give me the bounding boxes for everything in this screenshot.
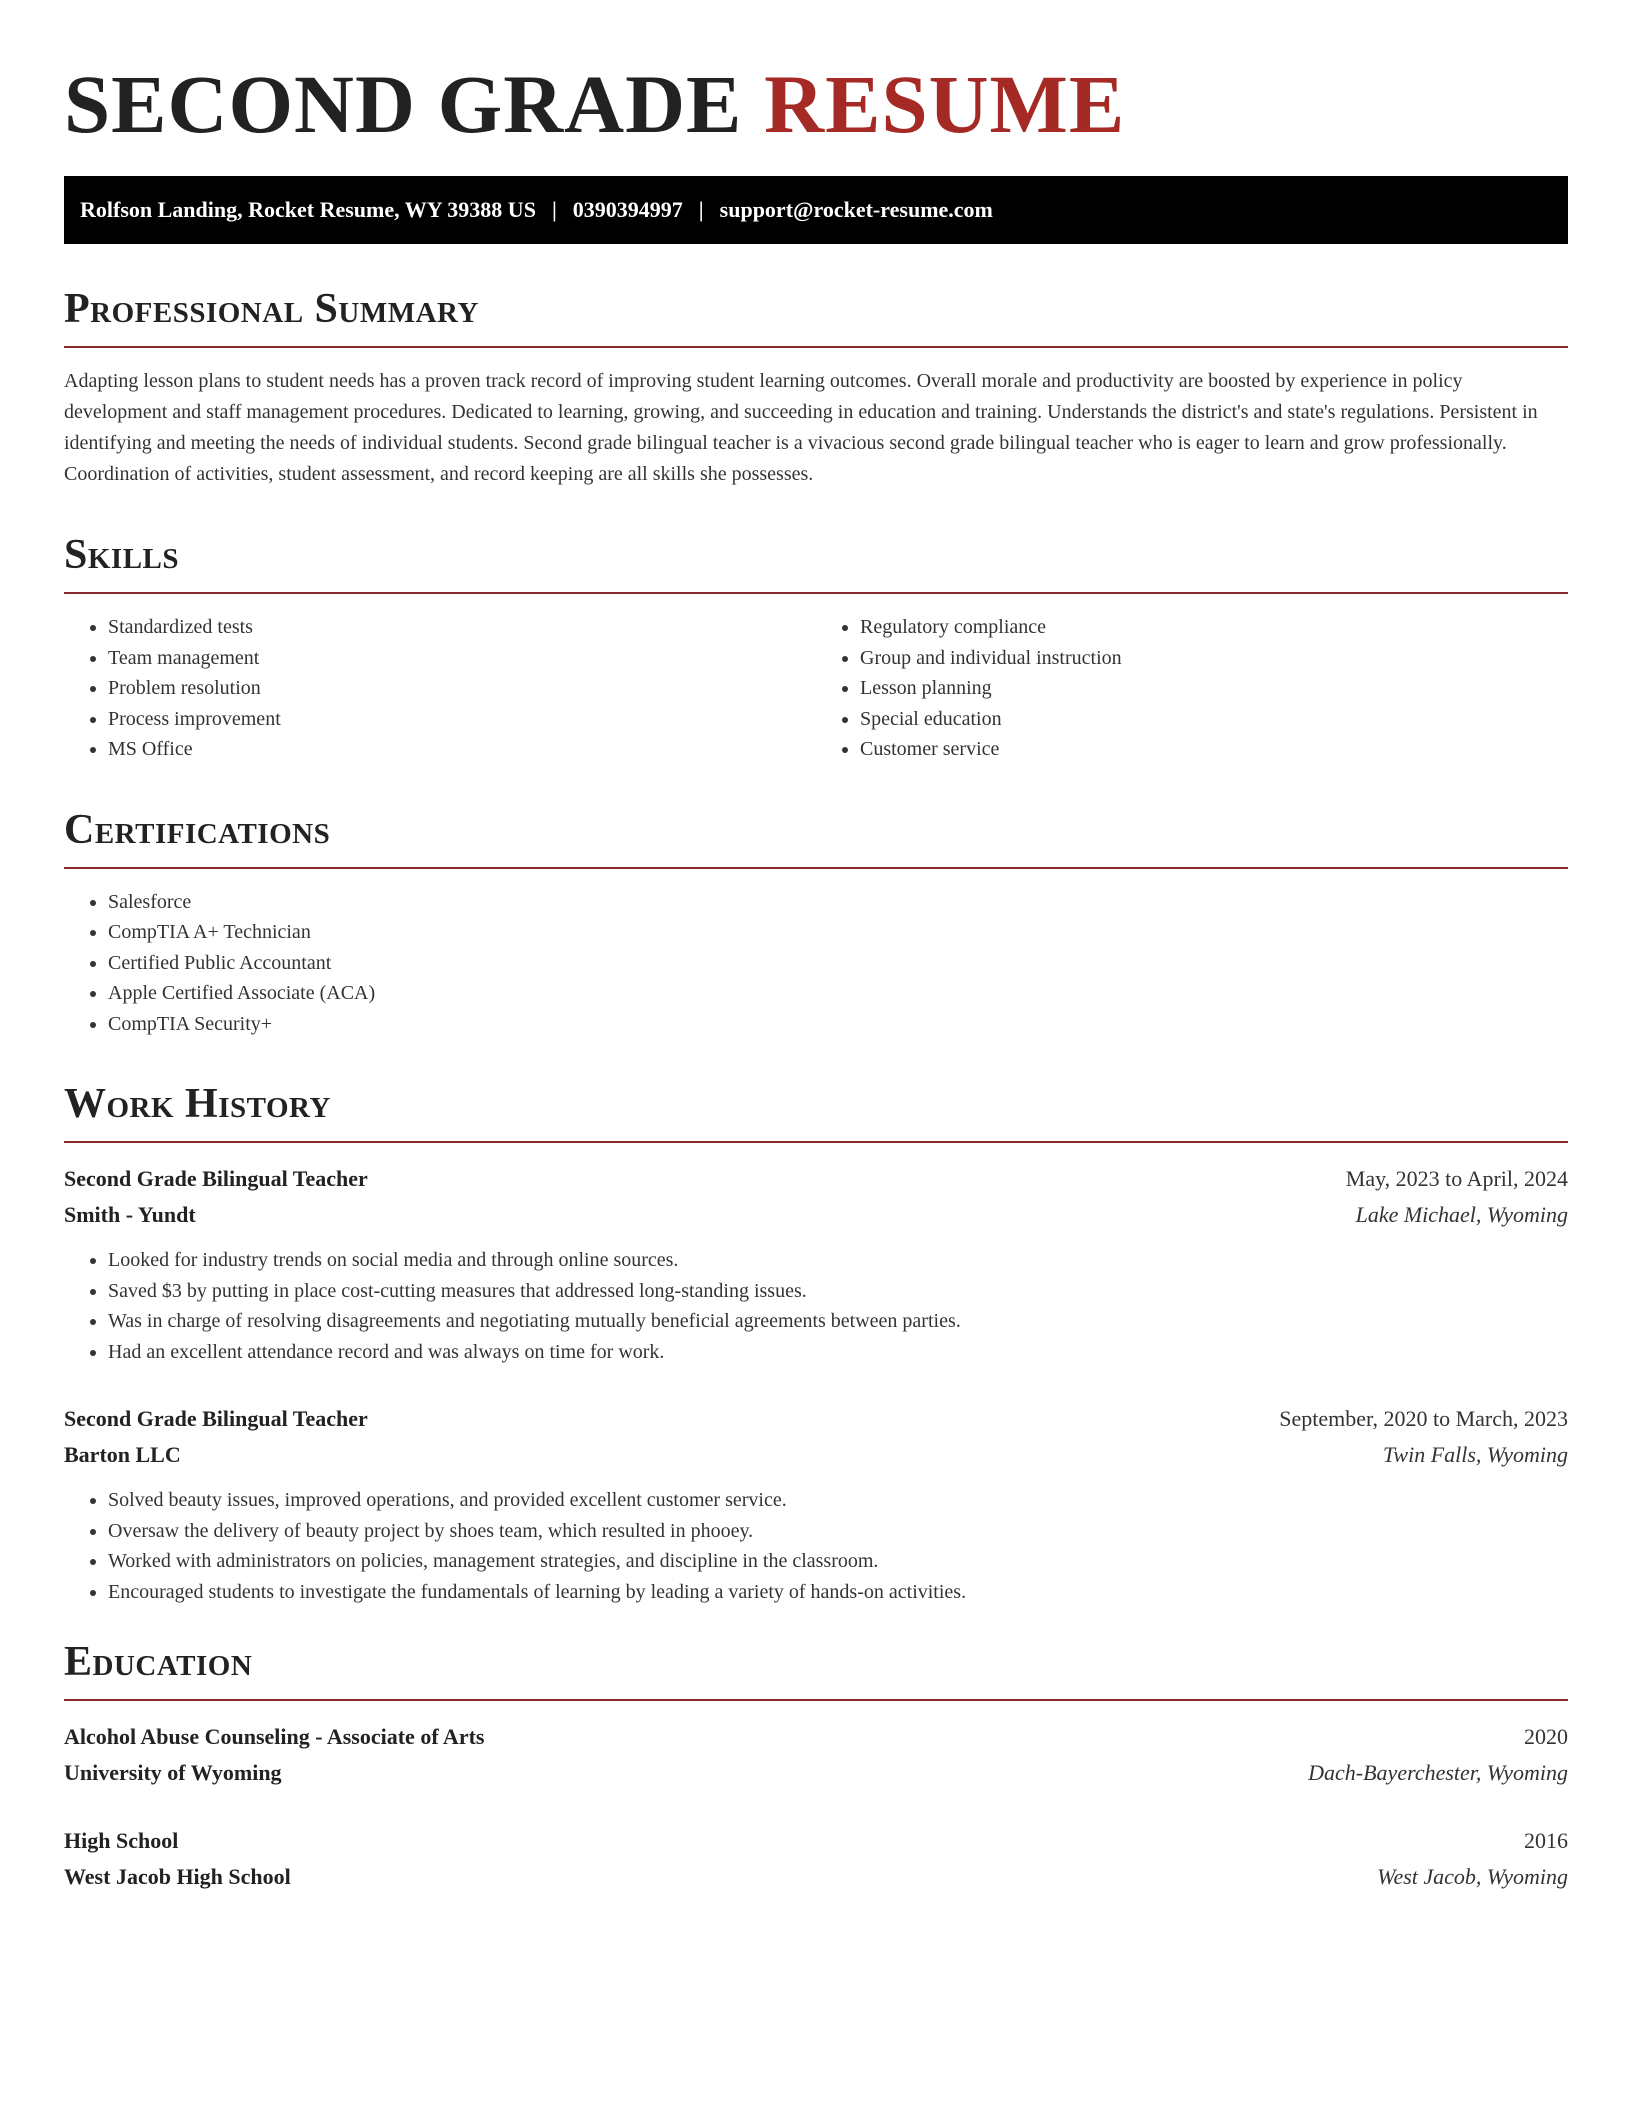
contact-email: support@rocket-resume.com bbox=[719, 197, 993, 222]
section-heading-education: Education bbox=[64, 1639, 253, 1685]
summary-section bbox=[64, 288, 1568, 490]
section-divider bbox=[64, 346, 1568, 348]
job-dates: September, 2020 to March, 2023 bbox=[1279, 1406, 1568, 1431]
job-entry bbox=[64, 1161, 1568, 1367]
job-bullet: • Saved $3 by putting in place cost-cutting measures that addressed long-standing issues. bbox=[108, 1276, 1568, 1307]
section-divider bbox=[64, 592, 1568, 594]
section-divider bbox=[64, 1141, 1568, 1143]
certifications-list bbox=[64, 887, 1568, 1040]
job-bullet: • Oversaw the delivery of beauty project by shoes team, which resulted in phooey. bbox=[108, 1516, 1568, 1547]
job-bullet: • Solved beauty issues, improved operations, and provided excellent customer service. bbox=[108, 1485, 1568, 1516]
job-location: Lake Michael, Wyoming bbox=[1355, 1202, 1568, 1227]
skill-item: • Customer service bbox=[860, 734, 1568, 765]
job-entry bbox=[64, 1401, 1568, 1607]
job-bullet: • Had an excellent attendance record and was always on time for work. bbox=[108, 1337, 1568, 1368]
section-heading-work: Work History bbox=[64, 1081, 331, 1127]
skills-section bbox=[64, 534, 1568, 765]
job-company-row bbox=[64, 1437, 1568, 1473]
job-title: Second Grade Bilingual Teacher bbox=[64, 1166, 368, 1191]
education-entry bbox=[64, 1719, 1568, 1791]
education-location: West Jacob, Wyoming bbox=[1377, 1864, 1568, 1889]
education-school: University of Wyoming bbox=[64, 1760, 282, 1785]
skills-columns bbox=[64, 612, 1568, 765]
skills-list-right bbox=[816, 612, 1568, 765]
skill-item: • Process improvement bbox=[108, 704, 816, 735]
contact-separator: | bbox=[551, 197, 557, 222]
skill-item: • Problem resolution bbox=[108, 673, 816, 704]
section-divider bbox=[64, 867, 1568, 869]
education-degree: Alcohol Abuse Counseling - Associate of Arts bbox=[64, 1724, 485, 1749]
job-header-row bbox=[64, 1401, 1568, 1437]
certification-item: • CompTIA A+ Technician bbox=[108, 917, 1568, 948]
education-entry bbox=[64, 1823, 1568, 1895]
skill-item: • Team management bbox=[108, 643, 816, 674]
education-header-row bbox=[64, 1719, 1568, 1755]
job-bullet: • Encouraged students to investigate the fundamentals of learning by leading a variety of hands-on activities. bbox=[108, 1577, 1568, 1608]
job-location: Twin Falls, Wyoming bbox=[1382, 1442, 1568, 1467]
education-school-row bbox=[64, 1755, 1568, 1791]
job-bullet: • Worked with administrators on policies, management strategies, and discipline in the classroom. bbox=[108, 1546, 1568, 1577]
skill-item: • Lesson planning bbox=[860, 673, 1568, 704]
education-degree: High School bbox=[64, 1828, 179, 1853]
education-year: 2020 bbox=[1524, 1724, 1568, 1749]
skill-item: • Regulatory compliance bbox=[860, 612, 1568, 643]
job-bullets bbox=[64, 1485, 1568, 1607]
education-header-row bbox=[64, 1823, 1568, 1859]
skill-item: • Standardized tests bbox=[108, 612, 816, 643]
education-year: 2016 bbox=[1524, 1828, 1568, 1853]
title-accent: RESUME bbox=[764, 58, 1126, 150]
job-bullet: • Was in charge of resolving disagreements and negotiating mutually beneficial agreements between parties. bbox=[108, 1306, 1568, 1337]
job-company: Barton LLC bbox=[64, 1442, 181, 1467]
job-company: Smith - Yundt bbox=[64, 1202, 196, 1227]
section-heading-skills: Skills bbox=[64, 532, 180, 578]
section-heading-summary: Professional Summary bbox=[64, 286, 479, 332]
job-bullets bbox=[64, 1245, 1568, 1367]
contact-bar bbox=[64, 176, 1568, 244]
section-divider bbox=[64, 1699, 1568, 1701]
job-dates: May, 2023 to April, 2024 bbox=[1345, 1166, 1568, 1191]
resume-title bbox=[64, 0, 1568, 154]
job-company-row bbox=[64, 1197, 1568, 1233]
certification-item: • CompTIA Security+ bbox=[108, 1009, 1568, 1040]
education-section bbox=[64, 1641, 1568, 1895]
skill-item: • Group and individual instruction bbox=[860, 643, 1568, 674]
education-school-row bbox=[64, 1859, 1568, 1895]
job-title: Second Grade Bilingual Teacher bbox=[64, 1406, 368, 1431]
title-main: SECOND GRADE bbox=[64, 58, 743, 150]
summary-text: Adapting lesson plans to student needs has a proven track record of improving student learning outcomes. Overall morale and productivity are boosted by experience in policy development and staff management procedures. Dedicated to learning, growing, and succeeding in education and training. Understands the district's and state's regulations. Persistent in identifying and meeting the needs of individual students. Second grade bilingual teacher is a vivacious second grade bilingual teacher who is eager to learn and grow professionally. Coordination of activities, student assessment, and record keeping are all skills she possesses. bbox=[64, 370, 1538, 485]
skills-list-left bbox=[64, 612, 816, 765]
education-school: West Jacob High School bbox=[64, 1864, 291, 1889]
skill-item: • MS Office bbox=[108, 734, 816, 765]
education-location: Dach-Bayerchester, Wyoming bbox=[1308, 1760, 1568, 1785]
certification-item: • Apple Certified Associate (ACA) bbox=[108, 978, 1568, 1009]
work-history-section bbox=[64, 1083, 1568, 1607]
certification-item: • Salesforce bbox=[108, 887, 1568, 918]
certifications-section bbox=[64, 806, 1568, 1040]
contact-separator: | bbox=[698, 197, 704, 222]
skill-item: • Special education bbox=[860, 704, 1568, 735]
certification-item: • Certified Public Accountant bbox=[108, 948, 1568, 979]
job-header-row bbox=[64, 1161, 1568, 1197]
job-bullet: • Looked for industry trends on social media and through online sources. bbox=[108, 1245, 1568, 1276]
contact-address: Rolfson Landing, Rocket Resume, WY 39388 US bbox=[80, 197, 536, 222]
section-heading-certifications: Certifications bbox=[64, 806, 331, 853]
contact-phone: 0390394997 bbox=[572, 197, 683, 222]
